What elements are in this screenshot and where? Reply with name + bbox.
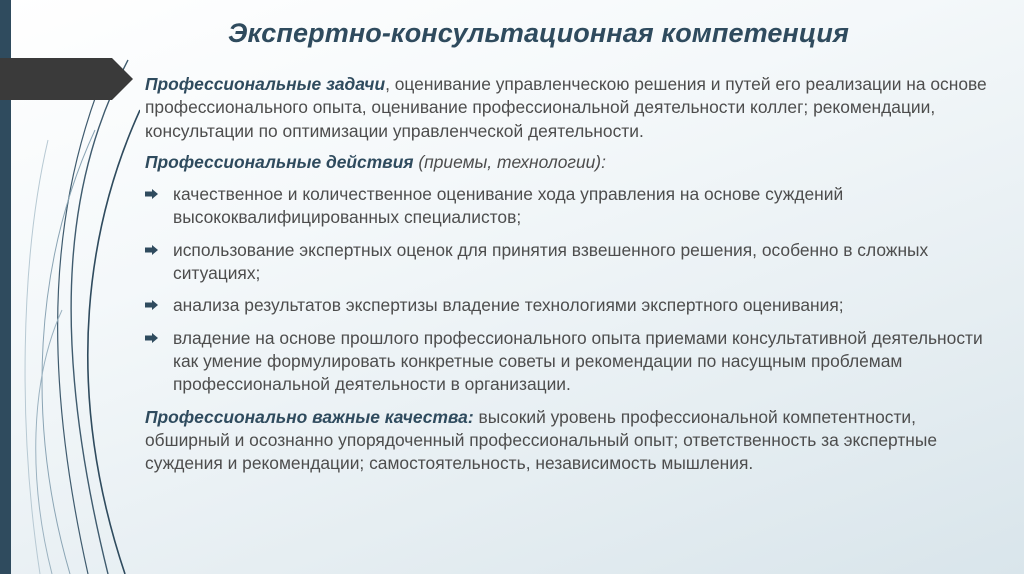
slide-content xyxy=(145,73,995,475)
list-item-text: анализа результатов экспертизы владение технологиями экспертного оценивания; xyxy=(173,295,844,316)
qualities-colon: : xyxy=(467,406,474,427)
list-item xyxy=(145,183,995,230)
qualities-label: Профессионально важные качества xyxy=(145,406,468,427)
list-item-text: качественное и количественное оценивание хода управления на основе суждений высококвалифицированных специалистов; xyxy=(173,184,844,228)
list-item xyxy=(145,327,995,397)
list-item xyxy=(145,294,995,317)
tasks-label: Профессиональные задачи xyxy=(145,74,386,94)
arrow-bullet-icon xyxy=(145,333,158,343)
actions-list xyxy=(145,183,995,396)
actions-label: Профессиональные действия xyxy=(145,151,414,172)
arrow-bullet-icon xyxy=(145,300,158,310)
tasks-paragraph xyxy=(145,73,995,143)
arrow-bullet-icon xyxy=(145,245,158,255)
list-item-text: владение на основе прошлого профессионального опыта приемами консультативной деятельности как умение формулировать конкретные советы и рекомендации по насущным проблемам профессиональной деятельности в организации. xyxy=(173,327,983,395)
arrow-tab-shape xyxy=(0,58,133,100)
actions-heading xyxy=(145,151,995,174)
actions-suffix: (приемы, технологии): xyxy=(413,151,606,172)
arrow-bullet-icon xyxy=(145,189,158,199)
list-item-text: использование экспертных оценок для принятия взвешенного решения, особенно в сложных ситуациях; xyxy=(173,239,929,284)
list-item xyxy=(145,239,995,286)
slide-title: Экспертно-консультационная компетенция xyxy=(228,18,849,48)
tasks-text: , оценивание управленческою решения и путей его реализации на основе профессионального опыта, оценивание профессиональной деятельности коллег; рекомендации, консультации по оптимизации управленческой деятельности. xyxy=(145,74,987,141)
qualities-paragraph xyxy=(145,406,995,476)
qualities-text: высокий уровень профессиональной компетентности, обширный и осознанно упорядоченный профессиональный опыт; ответственность за экспертные суждения и рекомендации; самостоятельность, независимость мышления. xyxy=(145,406,938,474)
